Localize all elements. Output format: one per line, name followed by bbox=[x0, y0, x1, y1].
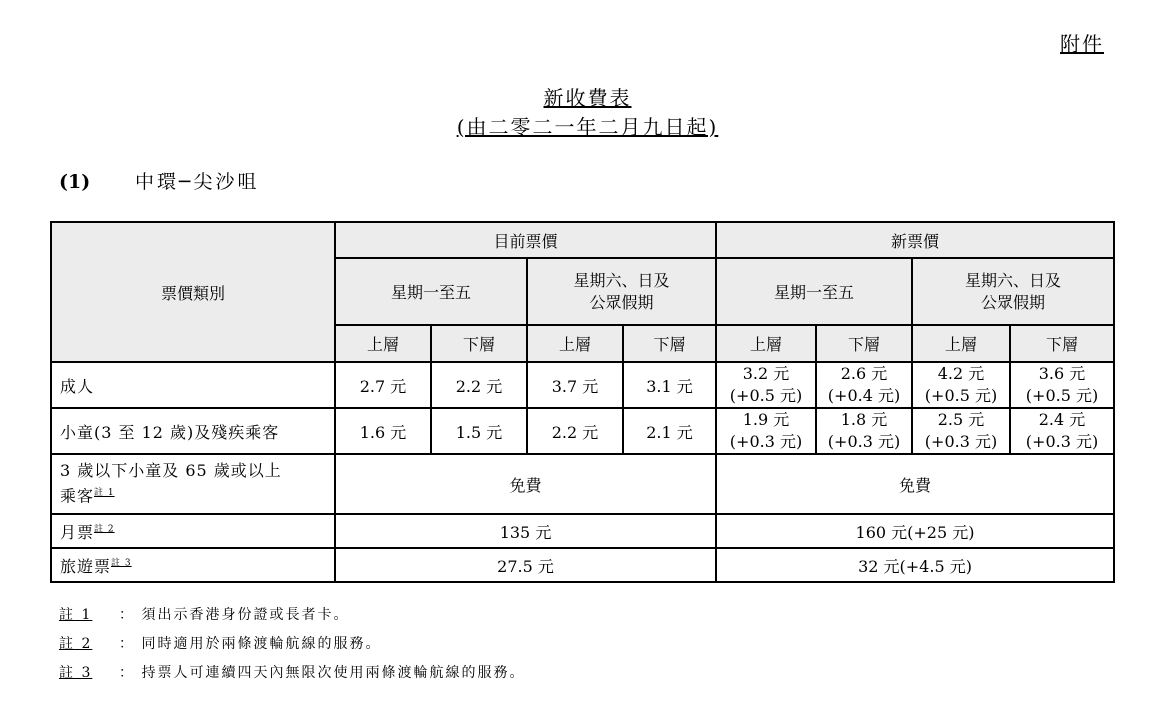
new-fare-cell: 免費 bbox=[716, 454, 1114, 514]
section-number: (1) bbox=[59, 171, 91, 193]
current-fare-cell: 2.1 元 bbox=[623, 408, 716, 454]
deck-lower-header: 下層 bbox=[1010, 325, 1114, 362]
footnote-key: 註 3 bbox=[59, 665, 93, 681]
footnote-ref: 註 3 bbox=[111, 558, 132, 569]
current-fare-cell: 27.5 元 bbox=[335, 548, 716, 582]
new-fare-cell bbox=[716, 408, 816, 454]
annex-label: 附件 bbox=[1060, 32, 1104, 56]
current-fare-cell: 3.7 元 bbox=[527, 362, 623, 408]
price-increase: (+0.5 元) bbox=[924, 386, 998, 405]
new-price: 2.4 元 bbox=[1038, 410, 1086, 429]
footnote-ref: 註 2 bbox=[94, 524, 115, 535]
footnote-text: ： 須出示香港身份證或長者卡。 bbox=[119, 607, 350, 623]
current-fare-cell: 2.7 元 bbox=[335, 362, 431, 408]
deck-lower-header: 下層 bbox=[623, 325, 716, 362]
new-fare-cell bbox=[816, 408, 912, 454]
table-row-tourist bbox=[51, 548, 1114, 582]
price-increase: (+0.3 元) bbox=[827, 432, 901, 451]
deck-upper-header: 上層 bbox=[912, 325, 1010, 362]
footnote-key: 註 1 bbox=[59, 607, 93, 623]
title-block bbox=[0, 84, 1151, 142]
row-label: 成人 bbox=[51, 362, 335, 408]
deck-upper-header: 上層 bbox=[716, 325, 816, 362]
price-increase: (+0.3 元) bbox=[1025, 432, 1099, 451]
current-fares-header: 目前票價 bbox=[335, 222, 716, 258]
current-fare-cell: 免費 bbox=[335, 454, 716, 514]
footnote-text: ： 同時適用於兩條渡輪航線的服務。 bbox=[119, 636, 382, 652]
new-price: 2.6 元 bbox=[840, 364, 888, 383]
weekend-line-2: 公眾假期 bbox=[589, 292, 654, 312]
price-increase: (+0.3 元) bbox=[729, 432, 803, 451]
footnotes bbox=[59, 604, 525, 691]
new-fare-cell: 32 元(+4.5 元) bbox=[716, 548, 1114, 582]
new-price: 4.2 元 bbox=[937, 364, 985, 383]
weekend-line-1: 星期六、日及 bbox=[573, 270, 670, 290]
new-price: 1.9 元 bbox=[742, 410, 790, 429]
table-row-monthly bbox=[51, 514, 1114, 548]
footnote-item bbox=[59, 662, 525, 691]
current-fare-cell: 1.6 元 bbox=[335, 408, 431, 454]
page-subtitle: (由二零二一年二月九日起) bbox=[456, 115, 719, 139]
table-row-adult bbox=[51, 362, 1114, 408]
table-row-child bbox=[51, 408, 1114, 454]
footnote-item bbox=[59, 633, 525, 662]
footnote-key: 註 2 bbox=[59, 636, 93, 652]
new-fare-cell bbox=[1010, 362, 1114, 408]
deck-upper-header: 上層 bbox=[527, 325, 623, 362]
new-price: 3.2 元 bbox=[742, 364, 790, 383]
current-fare-cell: 135 元 bbox=[335, 514, 716, 548]
current-fare-cell: 3.1 元 bbox=[623, 362, 716, 408]
new-weekend-header bbox=[912, 258, 1114, 325]
row-label-text: 月票 bbox=[60, 522, 95, 542]
row-label bbox=[51, 514, 335, 548]
row-label-text: 乘客 bbox=[60, 486, 95, 506]
new-fare-cell bbox=[716, 362, 816, 408]
new-price: 2.5 元 bbox=[937, 410, 985, 429]
new-price: 1.8 元 bbox=[840, 410, 888, 429]
price-increase: (+0.5 元) bbox=[1025, 386, 1099, 405]
new-price: 3.6 元 bbox=[1038, 364, 1086, 383]
new-fare-cell bbox=[816, 362, 912, 408]
row-label bbox=[51, 454, 335, 514]
current-fare-cell: 1.5 元 bbox=[431, 408, 527, 454]
current-weekday-header: 星期一至五 bbox=[335, 258, 527, 325]
section-heading bbox=[59, 167, 260, 194]
row-label bbox=[51, 548, 335, 582]
fare-table bbox=[50, 221, 1115, 583]
current-weekend-header bbox=[527, 258, 716, 325]
fare-type-header: 票價類別 bbox=[51, 222, 335, 362]
new-fare-cell bbox=[912, 408, 1010, 454]
table-row-free bbox=[51, 454, 1114, 514]
current-fare-cell: 2.2 元 bbox=[431, 362, 527, 408]
footnote-text: ： 持票人可連續四天內無限次使用兩條渡輪航線的服務。 bbox=[119, 665, 526, 681]
new-fare-cell bbox=[912, 362, 1010, 408]
deck-lower-header: 下層 bbox=[816, 325, 912, 362]
row-label: 小童(3 至 12 歲)及殘疾乘客 bbox=[51, 408, 335, 454]
section-name: 中環─尖沙咀 bbox=[135, 171, 260, 193]
deck-upper-header: 上層 bbox=[335, 325, 431, 362]
price-increase: (+0.5 元) bbox=[729, 386, 803, 405]
page-title: 新收費表 bbox=[543, 86, 632, 110]
weekend-line-2: 公眾假期 bbox=[981, 292, 1046, 312]
price-increase: (+0.4 元) bbox=[827, 386, 901, 405]
row-label-text: 旅遊票 bbox=[60, 556, 112, 576]
header-row-1 bbox=[51, 222, 1114, 258]
price-increase: (+0.3 元) bbox=[924, 432, 998, 451]
footnote-ref: 註 1 bbox=[94, 488, 115, 499]
weekend-line-1: 星期六、日及 bbox=[965, 270, 1062, 290]
footnote-item bbox=[59, 604, 525, 633]
new-weekday-header: 星期一至五 bbox=[716, 258, 912, 325]
new-fare-cell bbox=[1010, 408, 1114, 454]
deck-lower-header: 下層 bbox=[431, 325, 527, 362]
row-label-line-1: 3 歲以下小童及 65 歲或以上 bbox=[60, 461, 282, 481]
new-fare-cell: 160 元(+25 元) bbox=[716, 514, 1114, 548]
current-fare-cell: 2.2 元 bbox=[527, 408, 623, 454]
new-fares-header: 新票價 bbox=[716, 222, 1114, 258]
row-label-line-2 bbox=[60, 482, 334, 507]
